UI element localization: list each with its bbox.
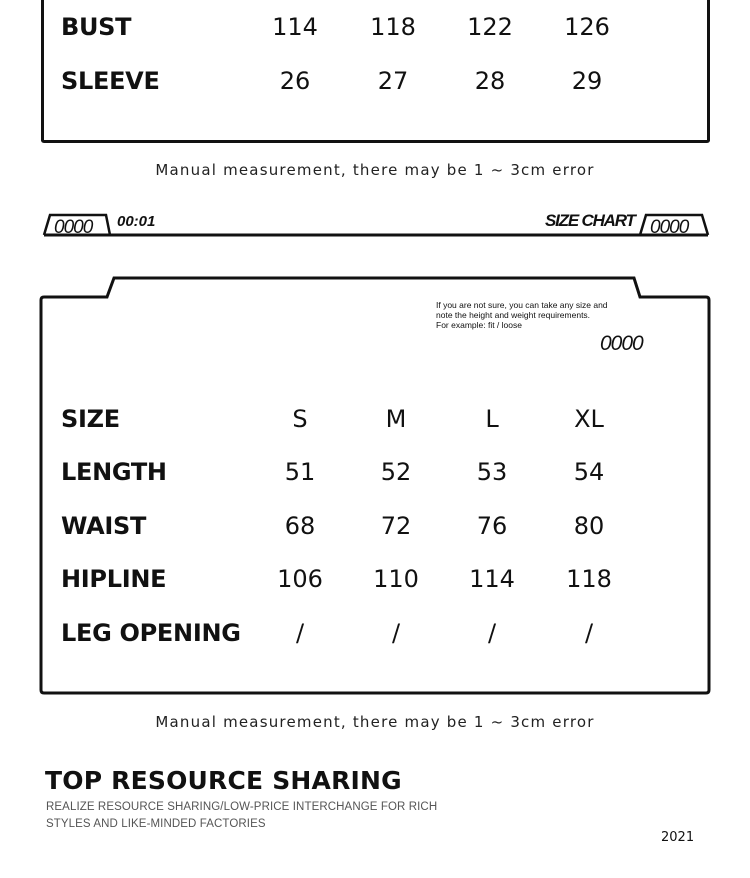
banner-title: SIZE CHART <box>545 211 635 230</box>
cell-sleeve-m: 27 <box>377 67 409 95</box>
cell-length-s: 51 <box>284 458 316 486</box>
row-label-sleeve: SLEEVE <box>61 67 160 95</box>
cell-bust-l: 122 <box>467 13 513 41</box>
row-label-size: SIZE <box>61 405 120 433</box>
cell-bust-m: 118 <box>370 13 416 41</box>
cell-length-l: 53 <box>476 458 508 486</box>
cell-size-m: M <box>385 405 407 433</box>
banner-time: 00:01 <box>117 213 156 230</box>
row-label-waist: WAIST <box>61 512 147 540</box>
hint-line-2: note the height and weight requirements. <box>436 310 591 320</box>
cell-size-s: S <box>292 405 308 433</box>
footer-subtitle-line-2: STYLES AND LIKE-MINDED FACTORIES <box>46 818 266 830</box>
hint-boxes: 0000 <box>600 332 643 355</box>
cell-length-xl: 54 <box>573 458 605 486</box>
cell-sleeve-xl: 29 <box>571 67 603 95</box>
row-label-leg-opening: LEG OPENING <box>61 619 241 647</box>
hint-line-1: If you are not sure, you can take any size and <box>436 300 608 310</box>
footer-subtitle-line-1: REALIZE RESOURCE SHARING/LOW-PRICE INTERCHANGE FOR RICH <box>46 801 438 813</box>
cell-bust-xl: 126 <box>564 13 610 41</box>
cell-hipline-l: 114 <box>469 565 515 593</box>
cell-sleeve-l: 28 <box>474 67 506 95</box>
banner-left-boxes: 0000 <box>54 217 93 238</box>
row-label-hipline: HIPLINE <box>61 565 167 593</box>
measurement-note-bottom: Manual measurement, there may be 1 ~ 3cm error <box>155 713 595 731</box>
cell-bust-s: 114 <box>272 13 318 41</box>
cell-waist-m: 72 <box>380 512 412 540</box>
cell-leg-opening-xl: / <box>584 619 594 647</box>
cell-hipline-m: 110 <box>373 565 419 593</box>
cell-hipline-s: 106 <box>277 565 323 593</box>
cell-sleeve-s: 26 <box>279 67 311 95</box>
cell-waist-l: 76 <box>476 512 508 540</box>
banner-decoration <box>0 205 750 245</box>
cell-waist-xl: 80 <box>573 512 605 540</box>
cell-leg-opening-m: / <box>391 619 401 647</box>
cell-leg-opening-s: / <box>295 619 305 647</box>
measurement-note-top: Manual measurement, there may be 1 ~ 3cm error <box>155 161 595 179</box>
row-label-length: LENGTH <box>61 458 167 486</box>
row-label-bust: BUST <box>61 13 132 41</box>
cell-waist-s: 68 <box>284 512 316 540</box>
cell-size-xl: XL <box>574 405 604 433</box>
size-hint-text <box>436 300 636 330</box>
footer-year: 2021 <box>661 830 695 845</box>
footer-title: TOP RESOURCE SHARING <box>45 766 402 795</box>
banner-right-boxes: 0000 <box>650 217 689 238</box>
cell-leg-opening-l: / <box>487 619 497 647</box>
cell-size-l: L <box>485 405 499 433</box>
cell-length-m: 52 <box>380 458 412 486</box>
hint-line-3: For example: fit / loose <box>436 320 522 330</box>
size-chart-banner <box>0 205 750 245</box>
cell-hipline-xl: 118 <box>566 565 612 593</box>
